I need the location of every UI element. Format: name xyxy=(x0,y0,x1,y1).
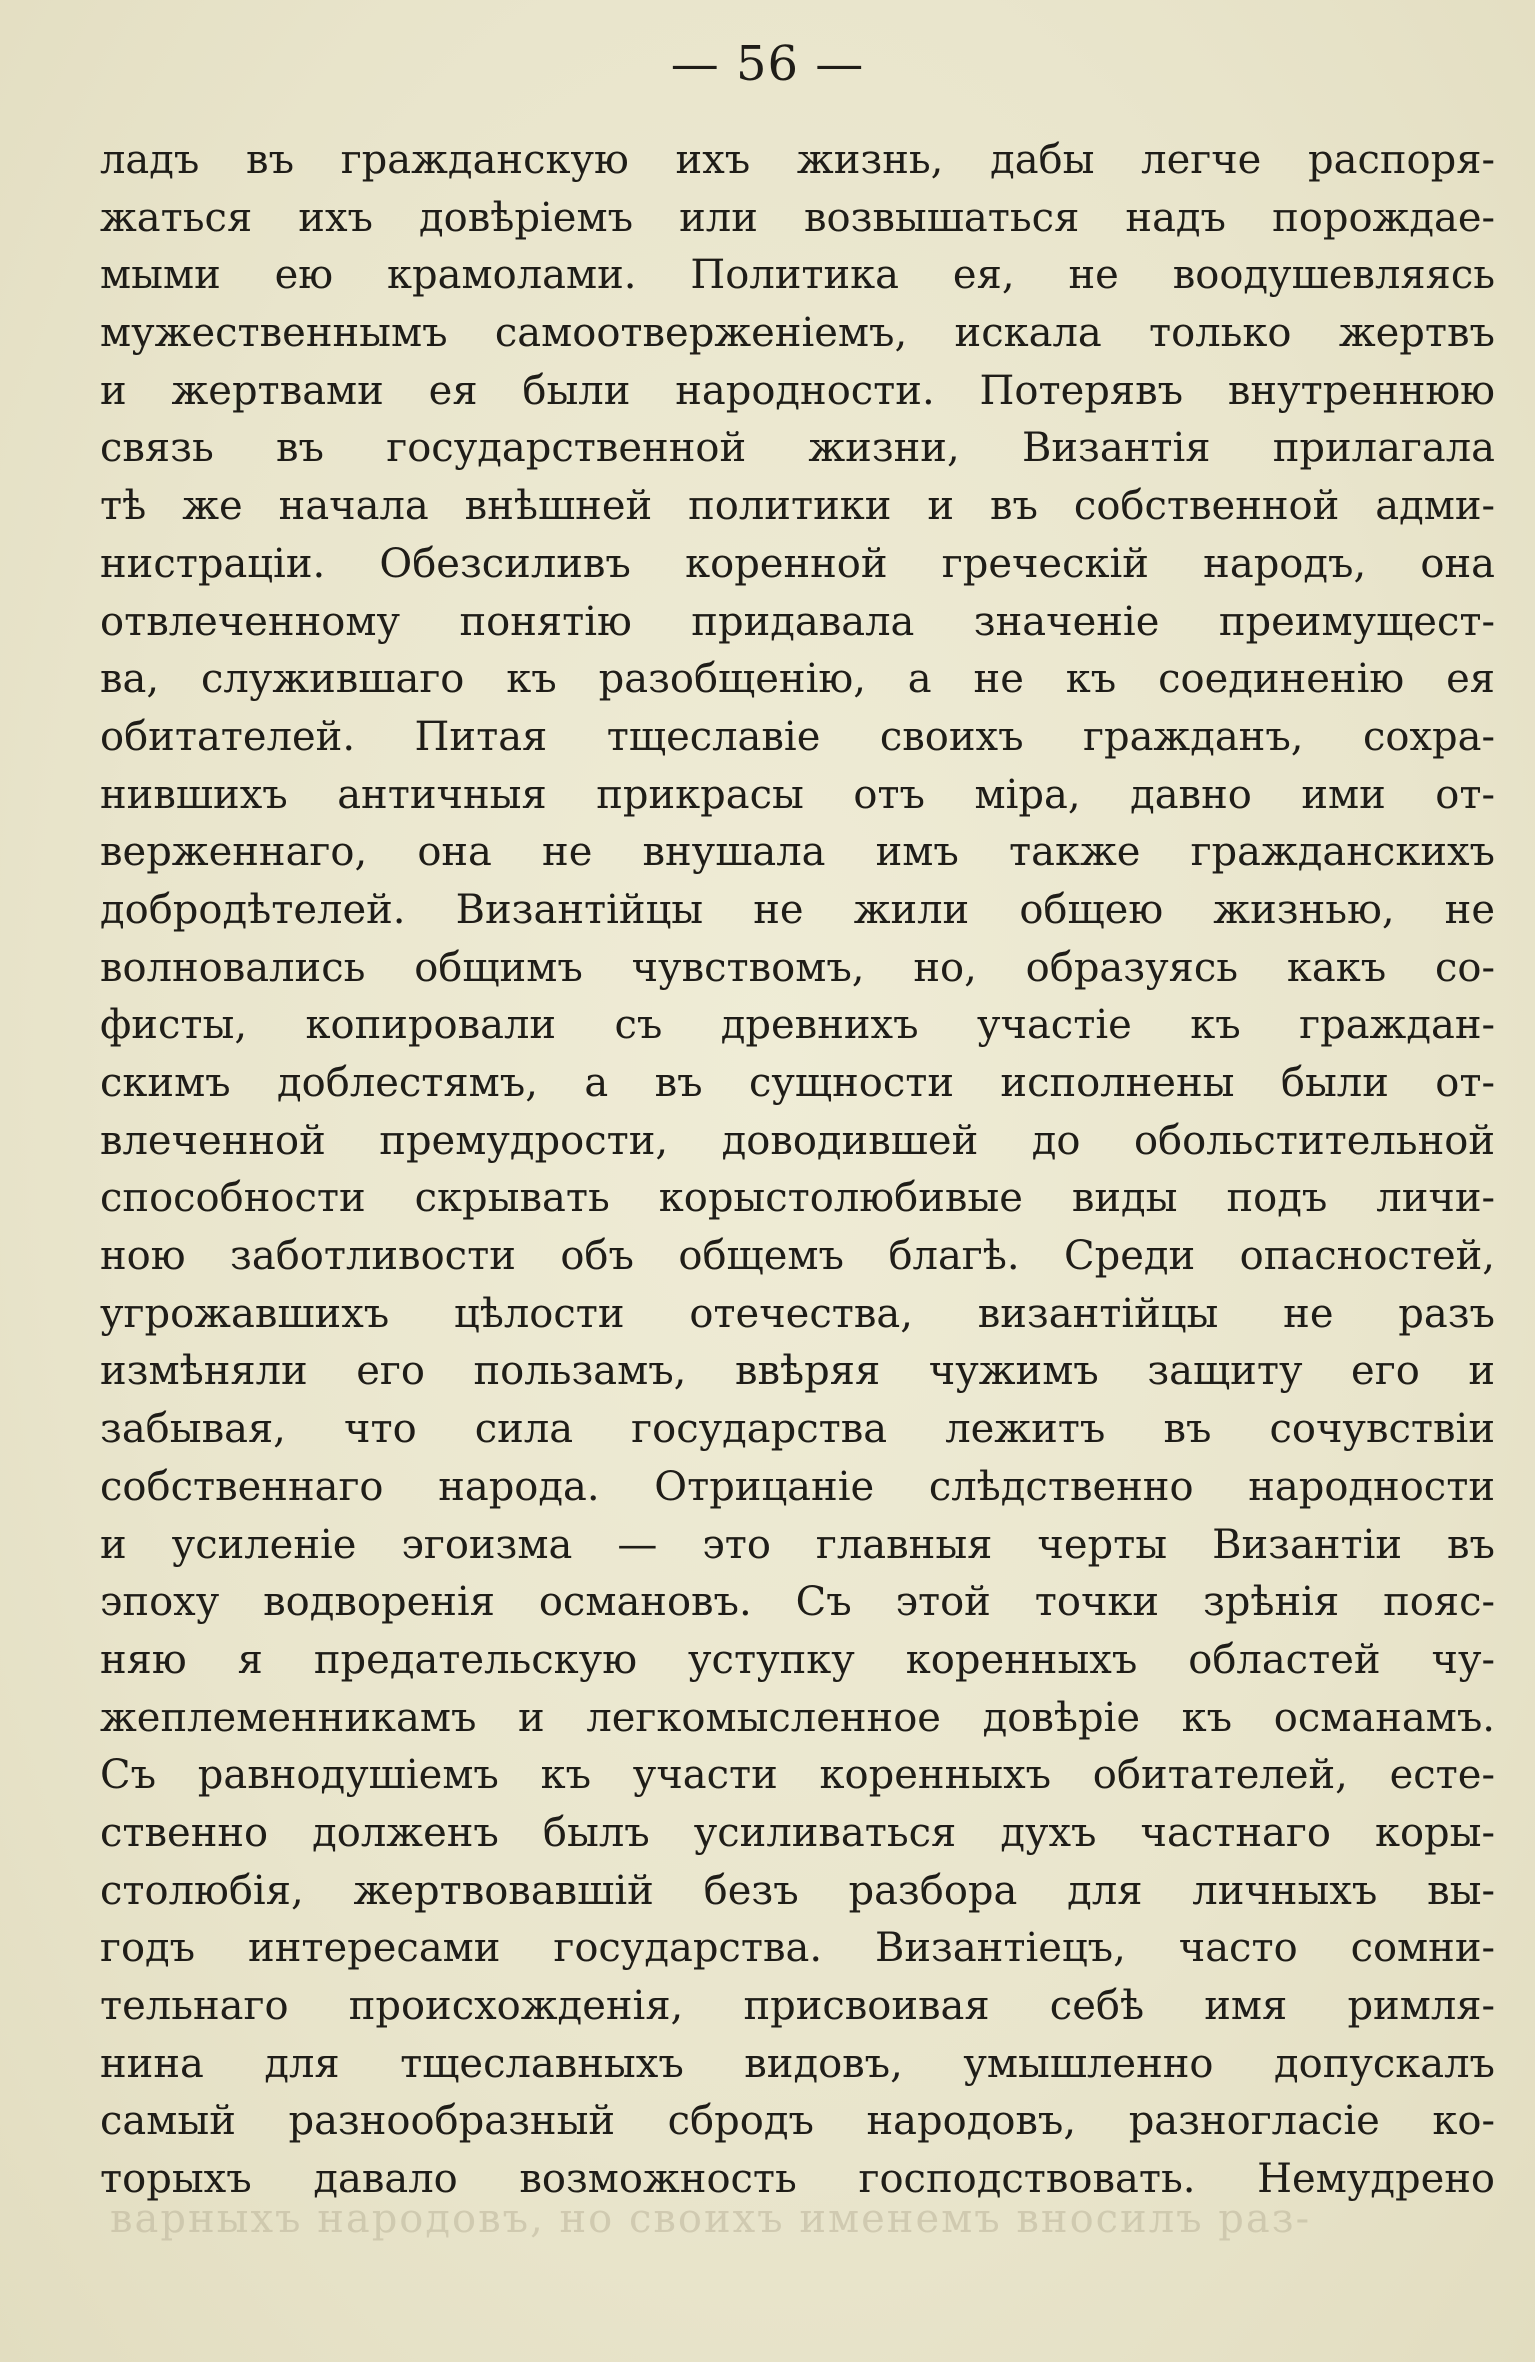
text-line-29: Съ равнодушіемъ къ участи коренныхъ обитателей, есте- xyxy=(100,1752,1495,1799)
body-text xyxy=(100,132,1495,2209)
text-line-23: забывая, что сила государства лежитъ въ сочувствіи xyxy=(100,1406,1495,1453)
text-line-16: фисты, копировали съ древнихъ участіе къ граждан- xyxy=(100,1002,1495,1049)
bleed-through-text: варныхъ народовъ, но своихъ именемъ вносилъ раз- xyxy=(110,2196,1312,2242)
text-line-34: нина для тщеславныхъ видовъ, умышленно допускалъ xyxy=(100,2040,1495,2087)
text-line-26: эпоху водворенія османовъ. Съ этой точки зрѣнія пояс- xyxy=(100,1579,1495,1626)
text-line-20: ною заботливости объ общемъ благѣ. Среди опасностей, xyxy=(100,1233,1495,1280)
page-number: — 56 — xyxy=(670,36,865,92)
text-line-12: нившихъ античныя прикрасы отъ міра, давно ими от- xyxy=(100,771,1495,818)
text-line-21: угрожавшихъ цѣлости отечества, византійцы не разъ xyxy=(100,1290,1495,1337)
text-line-28: жеплеменникамъ и легкомысленное довѣріе къ османамъ. xyxy=(100,1694,1495,1741)
text-line-2: жаться ихъ довѣріемъ или возвышаться надъ порождае- xyxy=(100,194,1495,241)
text-line-31: столюбія, жертвовавшій безъ разбора для личныхъ вы- xyxy=(100,1867,1495,1914)
text-line-13: верженнаго, она не внушала имъ также гражданскихъ xyxy=(100,829,1495,876)
text-line-6: связь въ государственной жизни, Византія прилагала xyxy=(100,425,1495,472)
text-line-9: отвлеченному понятію придавала значеніе преимущест- xyxy=(100,598,1495,645)
text-line-14: добродѣтелей. Византійцы не жили общею жизнью, не xyxy=(100,886,1495,933)
text-line-22: измѣняли его пользамъ, ввѣряя чужимъ защиту его и xyxy=(100,1348,1495,1395)
text-line-30: ственно долженъ былъ усиливаться духъ частнаго коры- xyxy=(100,1809,1495,1856)
text-line-10: ва, служившаго къ разобщенію, а не къ соединенію ея xyxy=(100,656,1495,703)
text-line-19: способности скрывать корыстолюбивые виды подъ личи- xyxy=(100,1175,1495,1222)
text-line-3: мыми ею крамолами. Политика ея, не воодушевляясь xyxy=(100,252,1495,299)
text-line-33: тельнаго происхожденія, присвоивая себѣ имя римля- xyxy=(100,1983,1495,2029)
text-line-17: скимъ доблестямъ, а въ сущности исполнены были от- xyxy=(100,1060,1495,1106)
text-line-35: самый разнообразный сбродъ народовъ, разногласіе ко- xyxy=(100,2098,1495,2145)
text-line-11: обитателей. Питая тщеславіе своихъ гражданъ, сохра- xyxy=(100,713,1495,760)
text-line-36: торыхъ давало возможность господствовать. Немудрено xyxy=(100,2156,1495,2203)
text-line-24: собственнаго народа. Отрицаніе слѣдственно народности xyxy=(100,1463,1495,1510)
text-line-32: годъ интересами государства. Византіецъ, часто сомни- xyxy=(100,1925,1495,1972)
text-line-25: и усиленіе эгоизма — это главныя черты Византіи въ xyxy=(100,1521,1495,1568)
text-line-7: тѣ же начала внѣшней политики и въ собственной адми- xyxy=(100,483,1495,530)
text-line-27: няю я предательскую уступку коренныхъ областей чу- xyxy=(100,1636,1495,1683)
text-line-5: и жертвами ея были народности. Потерявъ внутреннюю xyxy=(100,367,1495,414)
text-line-1: ладъ въ гражданскую ихъ жизнь, дабы легче распоря- xyxy=(100,137,1495,183)
text-line-18: влеченной премудрости, доводившей до обольстительной xyxy=(100,1117,1495,1164)
text-line-4: мужественнымъ самоотверженіемъ, искала только жертвъ xyxy=(100,310,1495,357)
text-line-15: волновались общимъ чувствомъ, но, образуясь какъ со- xyxy=(100,944,1495,991)
text-line-8: нистраціи. Обезсиливъ коренной греческій народъ, она xyxy=(100,540,1495,587)
